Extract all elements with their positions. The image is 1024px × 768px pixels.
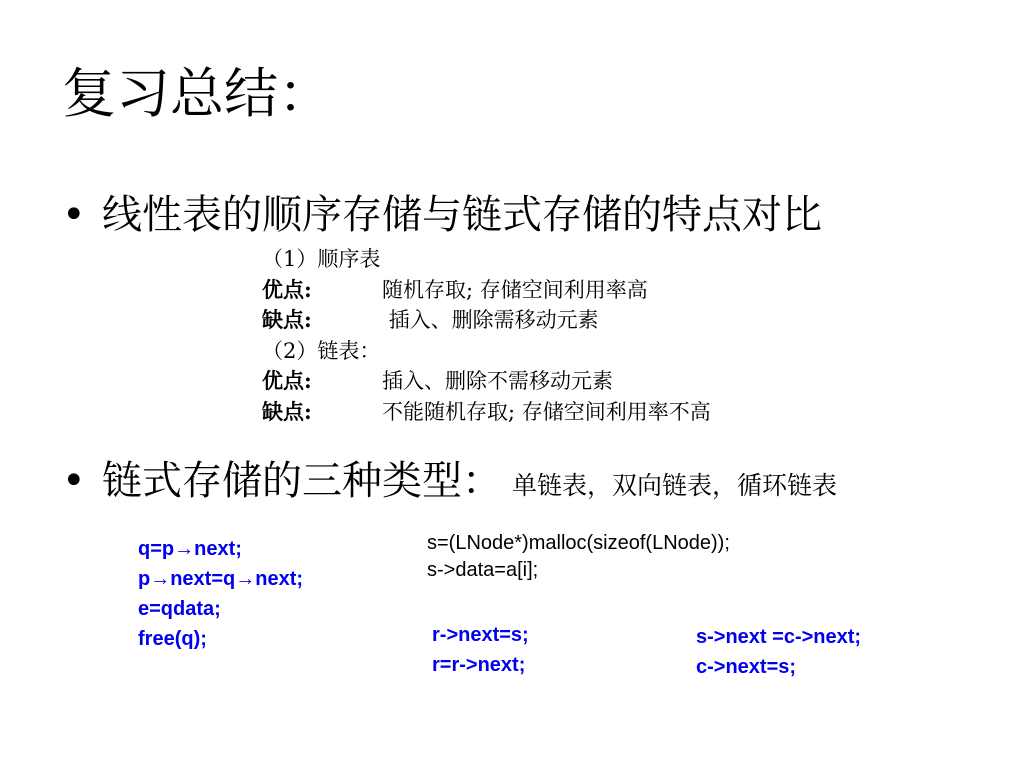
code-line: q=p→next; — [138, 538, 242, 560]
code-insert-after — [696, 622, 861, 682]
code-line: r=r->next; — [432, 654, 526, 676]
bullet-comparison-text: 线性表的顺序存储与链式存储的特点对比 — [102, 192, 822, 238]
linked-cons — [262, 397, 711, 428]
code-malloc-node — [427, 530, 730, 584]
code-line: e=qdata; — [138, 598, 221, 620]
linked-heading: （2）链表： — [262, 338, 381, 363]
bullet-marker: • — [62, 192, 86, 238]
bullet-comparison — [62, 190, 822, 240]
bullet-types — [62, 456, 837, 511]
bullet-marker: • — [62, 458, 86, 504]
sequential-pros-text: 随机存取; 存储空间利用率高 — [382, 277, 648, 302]
sequential-pros-label: 优点: — [262, 276, 312, 302]
linked-pros-label: 优点: — [262, 368, 312, 393]
linked-cons-text: 不能随机存取; 存储空间利用率不高 — [382, 399, 711, 424]
code-line: c->next=s; — [696, 656, 797, 678]
code-line: p→next=q→next; — [138, 568, 304, 590]
sequential-cons-text: 插入、删除需移动元素 — [382, 308, 599, 332]
code-line: s=(LNode*)malloc(sizeof(LNode)); — [427, 532, 730, 554]
code-delete-node — [138, 534, 303, 654]
sequential-cons-label: 缺点: — [262, 307, 312, 332]
sequential-pros — [262, 275, 711, 306]
code-line: s->next =c->next; — [696, 626, 862, 648]
linked-cons-label: 缺点: — [262, 398, 312, 424]
bullet-types-text: 链式存储的三种类型： — [102, 458, 502, 504]
bullet-types-note: 单链表，双向链表，循环链表 — [512, 471, 838, 500]
code-line: free(q); — [138, 628, 207, 650]
sequential-heading: （1）顺序表 — [262, 247, 381, 271]
sequential-cons — [262, 305, 711, 336]
comparison-detail — [262, 244, 711, 427]
code-tail-insert — [432, 620, 529, 680]
page-title: 复习总结： — [62, 62, 332, 125]
code-line: s->data=a[i]; — [427, 559, 539, 581]
linked-pros-text: 插入、删除不需移动元素 — [382, 369, 613, 393]
linked-pros — [262, 366, 711, 397]
code-line: r->next=s; — [432, 624, 529, 646]
